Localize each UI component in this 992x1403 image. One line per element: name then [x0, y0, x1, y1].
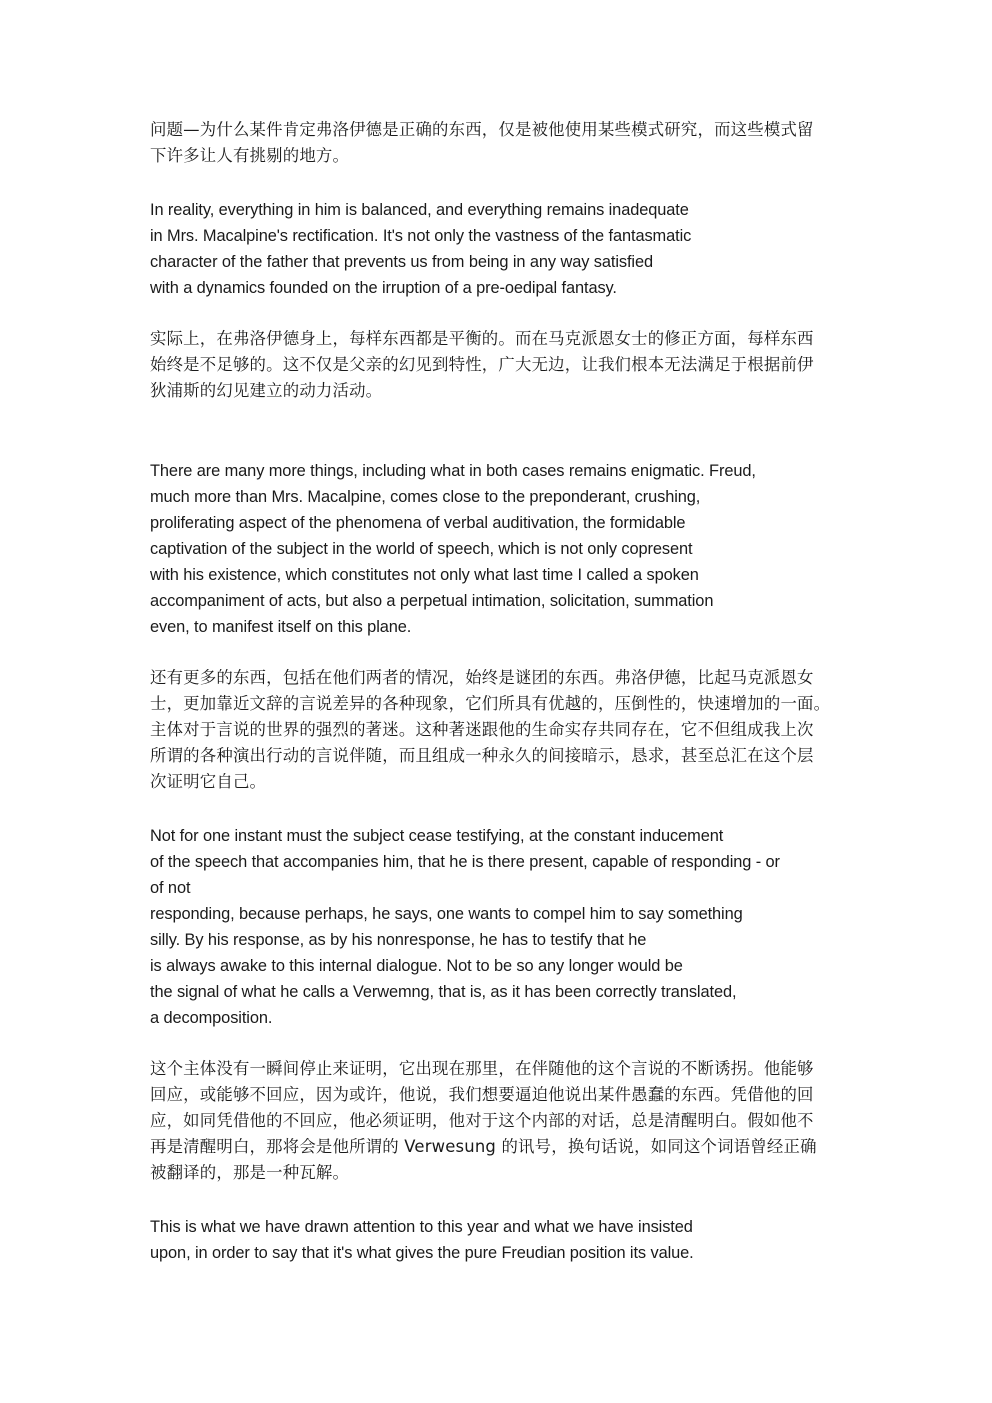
text-line: 问题—为什么某件肯定弗洛伊德是正确的东西，仅是被他使用某些模式研究，而这些模式留 — [150, 120, 814, 139]
text-line: 所谓的各种演出行动的言说伴随，而且组成一种永久的间接暗示，恳求，甚至总汇在这个层 — [150, 746, 814, 765]
paragraph-zh-1 — [150, 117, 850, 169]
paragraph-gap — [150, 404, 850, 458]
text-line: 再是清醒明白，那将会是他所谓的 Verwesung 的讯号，换句话说，如同这个词语曾经正确 — [150, 1137, 817, 1156]
text-line: 这个主体没有一瞬间停止来证明，它出现在那里，在伴随他的这个言说的不断诱拐。他能够 — [150, 1059, 814, 1078]
text-line: is always awake to this internal dialogue. Not to be so any longer would be — [150, 957, 683, 975]
paragraph-gap — [150, 640, 850, 665]
text-line: in Mrs. Macalpine's rectification. It's not only the vastness of the fantasmatic — [150, 227, 692, 245]
text-line: with his existence, which constitutes not only what last time I called a spoken — [150, 566, 699, 584]
text-line: accompaniment of acts, but also a perpetual intimation, solicitation, summation — [150, 592, 714, 610]
text-line: 士，更加靠近文辞的言说差异的各种现象，它们所具有优越的，压倒性的，快速增加的一面。 — [150, 694, 831, 713]
text-line: silly. By his response, as by his nonresponse, he has to testify that he — [150, 931, 647, 949]
text-line: 狄浦斯的幻见建立的动力活动。 — [150, 381, 383, 400]
text-line: Not for one instant must the subject cease testifying, at the constant inducement — [150, 827, 724, 845]
text-line: In reality, everything in him is balanced, and everything remains inadequate — [150, 201, 689, 219]
text-line: even, to manifest itself on this plane. — [150, 618, 412, 636]
text-line: of not — [150, 879, 191, 897]
text-line: responding, because perhaps, he says, one wants to compel him to say something — [150, 905, 743, 923]
text-line: 实际上，在弗洛伊德身上，每样东西都是平衡的。而在马克派恩女士的修正方面，每样东西 — [150, 329, 814, 348]
text-line: captivation of the subject in the world of speech, which is not only copresent — [150, 540, 693, 558]
paragraph-zh-2 — [150, 326, 850, 404]
text-line: 次证明它自己。 — [150, 772, 267, 791]
text-line: upon, in order to say that it's what gives the pure Freudian position its value. — [150, 1244, 694, 1262]
paragraph-zh-4 — [150, 1056, 850, 1186]
paragraph-gap — [150, 1186, 850, 1214]
text-line: This is what we have drawn attention to this year and what we have insisted — [150, 1218, 693, 1236]
text-line: the signal of what he calls a Verwemng, that is, as it has been correctly translated, — [150, 983, 737, 1001]
document-page — [150, 117, 850, 1266]
text-line: much more than Mrs. Macalpine, comes close to the preponderant, crushing, — [150, 488, 701, 506]
text-line: 应，如同凭借他的不回应，他必须证明，他对于这个内部的对话，总是清醒明白。假如他不 — [150, 1111, 814, 1130]
text-line: 始终是不足够的。这不仅是父亲的幻见到特性，广大无边，让我们根本无法满足于根据前伊 — [150, 355, 814, 374]
text-line: 还有更多的东西，包括在他们两者的情况，始终是谜团的东西。弗洛伊德，比起马克派恩女 — [150, 668, 814, 687]
paragraph-en-1 — [150, 197, 850, 301]
text-line: with a dynamics founded on the irruption of a pre-oedipal fantasy. — [150, 279, 617, 297]
text-line: 下许多让人有挑剔的地方。 — [150, 146, 350, 165]
text-line: character of the father that prevents us from being in any way satisfied — [150, 253, 653, 271]
text-line: a decomposition. — [150, 1009, 273, 1027]
paragraph-en-2 — [150, 458, 850, 640]
text-line: There are many more things, including what in both cases remains enigmatic. Freud, — [150, 462, 756, 480]
paragraph-gap — [150, 1031, 850, 1056]
paragraph-gap — [150, 169, 850, 197]
text-line: 回应，或能够不回应，因为或许，他说，我们想要逼迫他说出某件愚蠢的东西。凭借他的回 — [150, 1085, 814, 1104]
text-line: 被翻译的，那是一种瓦解。 — [150, 1163, 350, 1182]
paragraph-gap — [150, 795, 850, 823]
paragraph-en-3 — [150, 823, 850, 1031]
paragraph-en-4 — [150, 1214, 850, 1266]
text-line: proliferating aspect of the phenomena of verbal auditivation, the formidable — [150, 514, 686, 532]
paragraph-gap — [150, 301, 850, 326]
text-line: of the speech that accompanies him, that he is there present, capable of responding - or — [150, 853, 780, 871]
paragraph-zh-3 — [150, 665, 850, 795]
text-line: 主体对于言说的世界的强烈的著迷。这种著迷跟他的生命实存共同存在，它不但组成我上次 — [150, 720, 814, 739]
